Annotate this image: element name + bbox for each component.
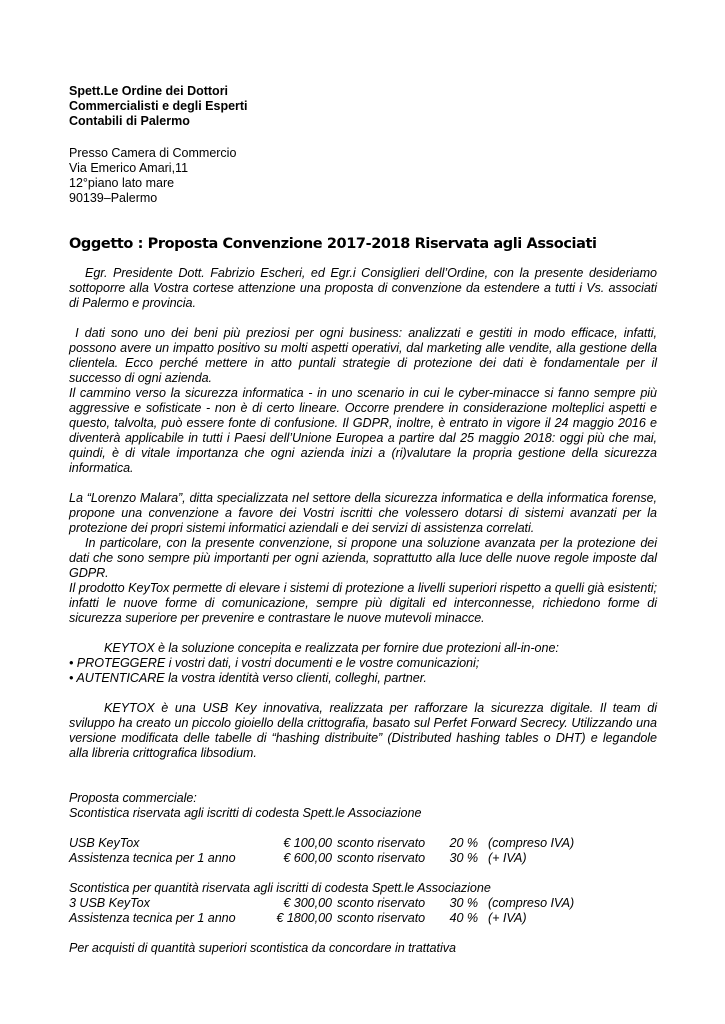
letter-body: [69, 266, 657, 956]
item-cell: 3 USB KeyTox: [69, 896, 150, 910]
price-cell: € 600,00: [283, 851, 332, 865]
discount-label-cell: sconto riservato: [337, 911, 426, 925]
table-row: [69, 896, 574, 911]
quantity-subtitle: Scontistica per quantità riservata agli iscritti di codesta Spett.le Associazione: [69, 881, 491, 895]
item-cell: Assistenza tecnica per 1 anno: [69, 911, 236, 925]
table-row: [69, 911, 574, 926]
closing-note: Per acquisti di quantità superiori scontistica da concordare in trattativa: [69, 941, 456, 955]
bullet-protect: • PROTEGGERE i vostri dati, i vostri documenti e le vostre comunicazioni;: [69, 656, 480, 670]
price-cell: € 100,00: [283, 836, 332, 850]
table-row: [69, 851, 574, 866]
item-cell: Assistenza tecnica per 1 anno: [69, 851, 236, 865]
price-cell: € 1800,00: [276, 911, 332, 925]
offer-subtitle: Scontistica riservata agli iscritti di codesta Spett.le Associazione: [69, 806, 422, 820]
offer-title: Proposta commerciale:: [69, 791, 197, 805]
discount-label-cell: sconto riservato: [337, 851, 426, 865]
subject-heading: Oggetto : Proposta Convenzione 2017-2018 Riservata agli Associati: [69, 236, 597, 252]
company-paragraph: La “Lorenzo Malara”, ditta specializzata nel settore della sicurezza informatica e della informatica forense, propone una convenzione a favore dei Vostri iscritti che volessero dotarsi di sistemi avanzati per la protezione dei propri sistemi informatici aziendali e dei servizi di assistenza correlati.: [69, 491, 657, 535]
note-cell: (compreso IVA): [488, 836, 575, 850]
address-line: Presso Camera di Commercio: [69, 146, 237, 160]
addressee-line: Spett.Le Ordine dei Dottori: [69, 84, 229, 98]
data-paragraph-text: I dati sono uno dei beni più preziosi per ogni business: analizzati e gestiti in modo efficace, infatti, possono avere un impatto positivo su molti aspetti operativi, dal marketing alle vendite, alla gestione della clientela. Ecco perché mettere in atto puntali strategie di protezione dei dati è fondamentale per il successo di ogni azienda.: [69, 326, 658, 385]
addressee-block: [69, 84, 657, 129]
letter-page: [69, 84, 657, 956]
discount-label-cell: sconto riservato: [337, 896, 426, 910]
intro-paragraph: Egr. Presidente Dott. Fabrizio Escheri, ed Egr.i Consiglieri dell’Ordine, con la presente desideriamo sottoporre alla Vostra cortese attenzione una proposta di convenzione da estendere a tutti i Vs. associati di Palermo e provincia.: [69, 266, 657, 310]
address-line: Via Emerico Amari,11: [69, 161, 189, 175]
address-line: 90139–Palermo: [69, 191, 158, 205]
note-cell: (+ IVA): [488, 851, 527, 865]
addressee-line: Commercialisti e degli Esperti: [69, 99, 248, 113]
data-paragraph: [69, 326, 657, 386]
item-cell: USB KeyTox: [69, 836, 140, 850]
particular-paragraph: In particolare, con la presente convenzione, si propone una soluzione avanzata per la protezione dei dati che sono sempre più importanti per ogni azienda, soprattutto alla luce delle nuove regole imposte dal GDPR.: [69, 536, 657, 580]
discount-cell: 30 %: [449, 896, 478, 910]
address-line: 12°piano lato mare: [69, 176, 175, 190]
security-paragraph: Il cammino verso la sicurezza informatica - in uno scenario in cui le cyber-minacce si fanno sempre più aggressive e sofisticate - non è di certo lineare. Occorre prendere in considerazione molteplici aspetti e questo, talvolta, può essere fonte di confusione. Il GDPR, inoltre, è entrato in vigore il 24 maggio 2016 e diventerà applicabile in tutti i Paesi dell’Unione Europea a partire dal 25 maggio 2018: oggi più che mai, quindi, è di vitale importanza che ogni azienda inizi a (ri)valutare la propria gestione della sicurezza informatica.: [69, 386, 657, 475]
discount-cell: 40 %: [449, 911, 478, 925]
bullet-authenticate: • AUTENTICARE la vostra identità verso clienti, colleghi, partner.: [69, 671, 427, 685]
pricing-table-standard: [69, 836, 574, 866]
discount-cell: 30 %: [449, 851, 478, 865]
address-block: [69, 146, 657, 206]
table-row: [69, 836, 574, 851]
discount-label-cell: sconto riservato: [337, 836, 426, 850]
product-paragraph: Il prodotto KeyTox permette di elevare i sistemi di protezione a livelli superiori rispetto a quelli già esistenti; infatti le nuove forme di comunicazione, sempre più digitali ed interconnesse, richiedono forme di sicurezza superiore per prevenire e contrastare le nuove mutevoli minacce.: [69, 581, 657, 625]
price-cell: € 300,00: [283, 896, 332, 910]
note-cell: (compreso IVA): [488, 896, 575, 910]
usb-paragraph: KEYTOX è una USB Key innovativa, realizzata per rafforzare la sicurezza digitale. Il team di sviluppo ha creato un piccolo gioiello della crittografia, basato sul Perfet Forward Secrecy. Utilizzando una versione modificata delle tabelle di “hashing distribuite” (Distributed hashing tables o DHT) e legandole alla libreria crittografica libsodium.: [69, 701, 657, 760]
keytox-intro: KEYTOX è la soluzione concepita e realizzata per fornire due protezioni all-in-one:: [104, 641, 559, 655]
discount-cell: 20 %: [449, 836, 478, 850]
pricing-table-quantity: [69, 896, 574, 926]
addressee-line: Contabili di Palermo: [69, 114, 190, 128]
note-cell: (+ IVA): [488, 911, 527, 925]
